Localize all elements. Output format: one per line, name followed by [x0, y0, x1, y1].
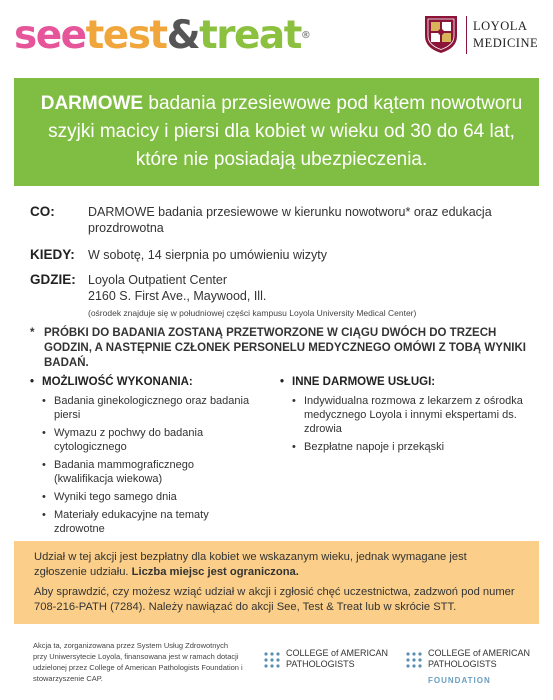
- logo-amp: &: [166, 13, 200, 58]
- cap-logo-text: [286, 648, 388, 670]
- logo-see: see: [14, 13, 86, 58]
- headline-text: badania przesiewowe pod kątem nowotworu szyjki macicy i piersi dla kobiet w wieku od 30 do 64 lat, które nie posiadają ubezpieczenia.: [48, 93, 523, 170]
- bullet: •: [42, 395, 46, 407]
- loyola-medicine-logo: [423, 14, 548, 58]
- list-item-text: Wyniki tego samego dnia: [54, 491, 177, 503]
- info-co-label: CO:: [30, 204, 55, 219]
- notice-paragraph-2: Aby sprawdzić, czy możesz wziąć udział w akcji i zgłosić chęć uczestnictwa, zadzwoń pod numer 708-216-PATH (7284). Należy nawiązać do akcji See, Test & Treat lub w skrócie STT.: [34, 586, 515, 613]
- bullet: •: [280, 376, 285, 388]
- bullet: •: [42, 427, 46, 439]
- loyola-name-line2: MEDICINE: [473, 36, 539, 50]
- services-available-title-text: MOŻLIWOŚĆ WYKONANIA:: [42, 376, 193, 388]
- cap1-line2: PATHOLOGISTS: [286, 659, 355, 669]
- notice-p1-bold: Liczba miejsc jest ograniczona.: [131, 565, 299, 578]
- info-gdzie: [30, 272, 540, 318]
- list-item: [30, 490, 250, 504]
- registration-notice: [14, 541, 539, 624]
- bullet: •: [30, 376, 35, 388]
- notice-paragraph-1: [34, 550, 519, 579]
- services-available: [30, 375, 250, 540]
- notice-p1-text: Udział w tej akcji jest bezpłatny dla kobiet we wskazanym wieku, jednak wymagane jest zgłoszenie udziału.: [34, 551, 467, 578]
- other-free-services-title-text: INNE DARMOWE USŁUGI:: [292, 376, 436, 388]
- list-item-text: Wymazu z pochwy do badania cytologicznego: [54, 427, 204, 453]
- bullet: •: [42, 459, 46, 471]
- results-note-text: PRÓBKI DO BADANIA ZOSTANĄ PRZETWORZONE W CIĄGU DWÓCH DO TRZECH GODZIN, A NASTĘPNIE CZŁONEK PERSONELU MEDYCZNEGO OMÓWI Z TOBĄ WYNIKI BADAŃ.: [44, 327, 526, 369]
- services-available-list: [30, 394, 250, 536]
- bullet: •: [292, 395, 296, 407]
- other-free-services-title: [280, 375, 530, 390]
- info-co-text: DARMOWE badania przesiewowe w kierunku nowotworu* oraz edukacja prozdrowotna: [88, 205, 492, 235]
- cap2-line1: COLLEGE of AMERICAN: [428, 648, 531, 658]
- info-gdzie-text: [88, 272, 528, 319]
- info-kiedy-text: W sobotę, 14 sierpnia po umówieniu wizyty: [88, 248, 328, 262]
- bullet: •: [292, 441, 296, 453]
- other-free-services-list: [280, 394, 530, 454]
- logo-treat: treat: [199, 13, 301, 58]
- headline: [34, 90, 529, 174]
- logo-trademark: ®: [300, 30, 311, 41]
- list-item-text: Bezpłatne napoje i przekąski: [304, 441, 445, 453]
- cap1-line1: COLLEGE of AMERICAN: [286, 648, 389, 658]
- list-item: [30, 458, 250, 486]
- info-kiedy: [30, 247, 540, 265]
- list-item-text: Indywidualna rozmowa z lekarzem z ośrodka medycznego Loyola i innymi ekspertami ds. zdrowia: [304, 395, 523, 435]
- cap-dots-icon: [262, 650, 282, 670]
- logo-test: test: [85, 13, 167, 58]
- see-test-treat-logo: [14, 10, 311, 62]
- list-item: [30, 426, 250, 454]
- funding-note: Akcja ta, zorganizowana przez System Usług Zdrowotnych przy Uniwersytecie Loyola, finansowana jest w ramach dotacji udzielonej przez College of American Pathologists Foundation i stowarzyszenie CAP.: [33, 641, 243, 683]
- list-item-text: Materiały edukacyjne na tematy zdrowotne: [54, 509, 209, 535]
- loyola-name: [473, 18, 538, 52]
- cap2-foundation: FOUNDATION: [428, 676, 491, 685]
- list-item: [280, 440, 530, 454]
- results-note: [30, 326, 530, 371]
- list-item-text: Badania mammograficznego (kwalifikacja wiekowa): [54, 459, 195, 485]
- cap-dots-icon: [404, 650, 424, 670]
- header: [0, 0, 553, 78]
- headline-bold: DARMOWE: [40, 93, 144, 114]
- list-item: [30, 394, 250, 422]
- info-gdzie-line2: 2160 S. First Ave., Maywood, Ill.: [88, 289, 267, 303]
- headline-banner: [14, 78, 539, 186]
- info-kiedy-label: KIEDY:: [30, 247, 75, 262]
- other-free-services: [280, 375, 530, 458]
- cap2-line2: PATHOLOGISTS: [428, 659, 497, 669]
- info-gdzie-line1: Loyola Outpatient Center: [88, 273, 227, 287]
- info-gdzie-label: GDZIE:: [30, 272, 76, 287]
- cap-foundation-logo-text: [428, 648, 530, 686]
- info-gdzie-note: (ośrodek znajduje się w południowej części kampusu Loyola University Medical Center): [88, 308, 417, 318]
- loyola-seal-icon: [423, 14, 459, 54]
- services-available-title: [30, 375, 250, 390]
- list-item: [30, 508, 250, 536]
- list-item: [280, 394, 530, 436]
- bullet: •: [42, 491, 46, 503]
- info-co: [30, 204, 540, 238]
- bullet: •: [42, 509, 46, 521]
- loyola-name-line1: LOYOLA: [473, 19, 528, 33]
- loyola-divider: [466, 16, 467, 54]
- list-item-text: Badania ginekologicznego oraz badania piersi: [54, 395, 250, 421]
- asterisk: *: [30, 327, 35, 339]
